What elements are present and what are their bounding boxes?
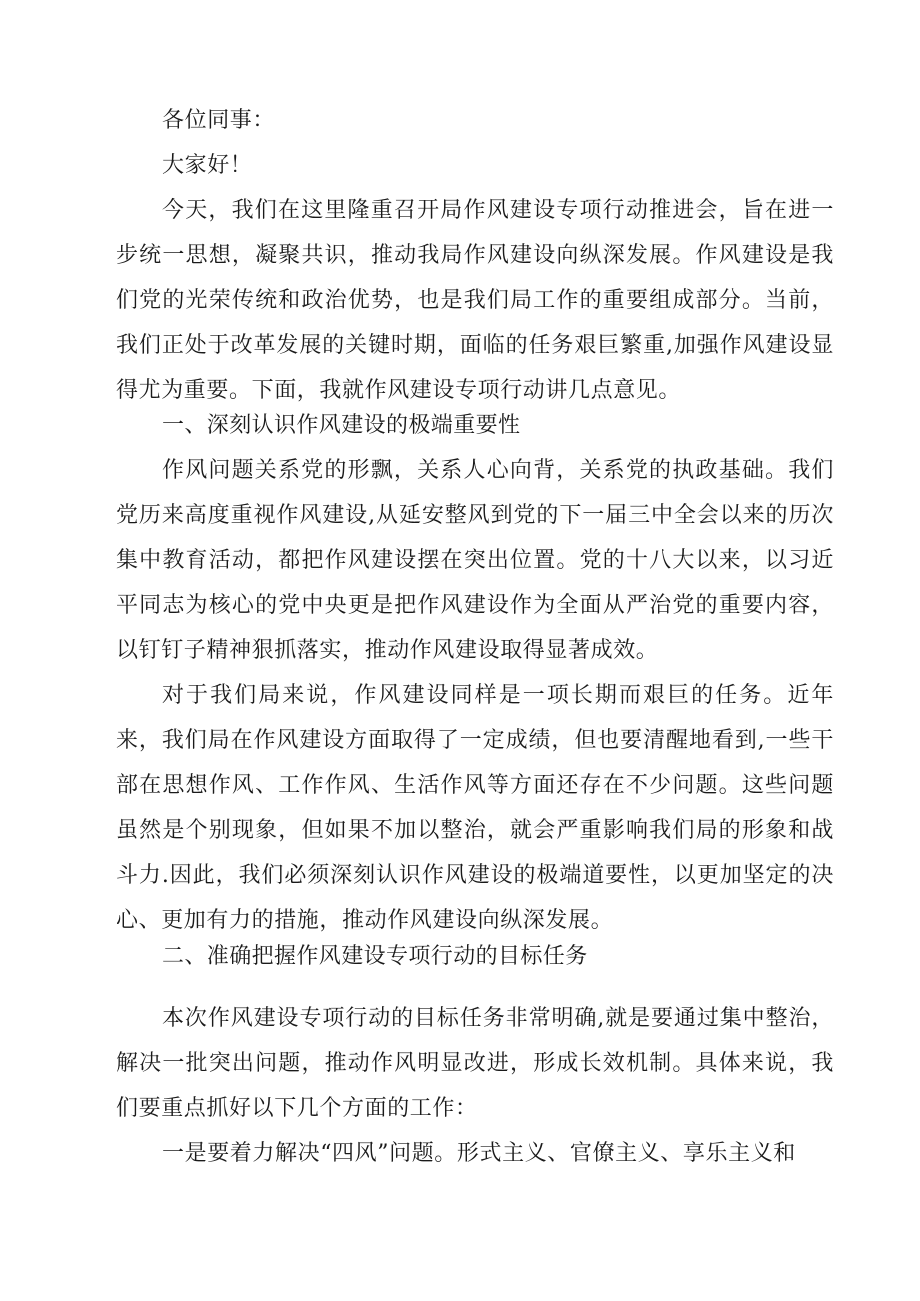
section-1-heading: 一、深刻认识作风建设的极端重要性 — [162, 413, 521, 438]
section-1-paragraph-2: 对于我们局来说，作风建设同样是一项长期而艰巨的任务。近年来，我们局在作风建设方面取得了一定成绩，但也要清醒地看到,一些干部在思想作风、工作作风、生活作风等方面还存在不少问题。这些问题虽然是个别现象，但如果不加以整治，就会严重影响我们局的形象和战斗力.因此，我们必须深刻认识作风建设的极端道要性，以更加坚定的决心、更加有力的措施，推动作风建设向纵深发展。 — [116, 683, 834, 933]
hello-line: 大家好！ — [162, 153, 253, 178]
section-2-paragraph-2: 一是要着力解决“四风”问题。形式主义、官僚主义、享乐主义和 — [162, 1141, 796, 1166]
section-2-paragraph-1: 本次作风建设专项行动的目标任务非常明确,就是要通过集中整治，解决一批突出问题，推动作风明显改进，形成长效机制。具体来说，我们要重点抓好以下几个方面的工作： — [116, 1006, 834, 1121]
section-2-heading: 二、准确把握作风建设专项行动的目标任务 — [162, 944, 588, 969]
intro-paragraph: 今天，我们在这里隆重召开局作风建设专项行动推进会，旨在进一步统一思想，凝聚共识，推动我局作风建设向纵深发展。作风建设是我们党的光荣传统和政治优势，也是我们局工作的重要组成部分。当前，我们正处于改革发展的关键时期，面临的任务艰巨繁重,加强作风建设显得尤为重要。下面，我就作风建设专项行动讲几点意见。 — [116, 198, 834, 403]
section-1-paragraph-1: 作风问题关系党的形飘，关系人心向背，关系党的执政基础。我们党历来高度重视作风建设,从延安整风到党的下一届三中全会以来的历次集中教育活动，都把作风建设摆在突出位置。党的十八大以来，以习近平同志为核心的党中央更是把作风建设作为全面从严治党的重要内容，以钉钉子精神狠抓落实，推动作风建设取得显著成效。 — [116, 458, 834, 663]
greeting-line: 各位同事： — [162, 108, 276, 133]
